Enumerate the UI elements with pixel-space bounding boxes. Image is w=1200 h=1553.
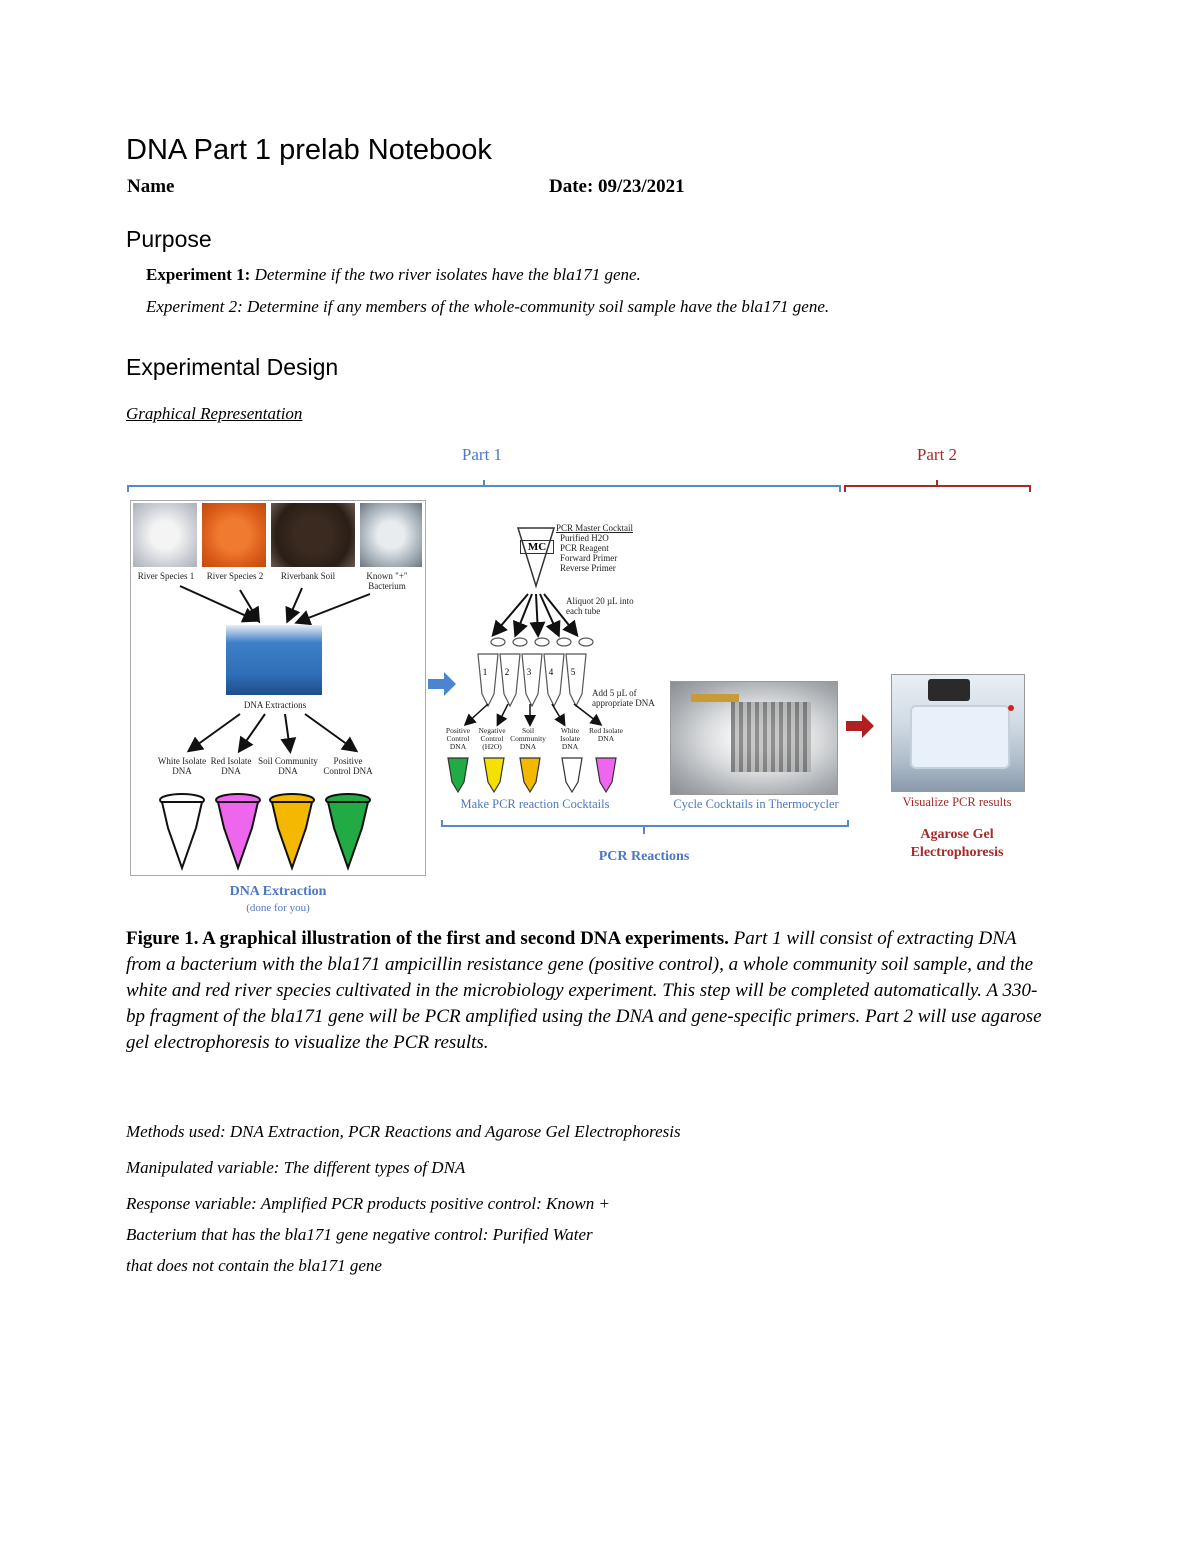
manipulated-variable: Manipulated variable: The different types of DNA [126,1158,466,1177]
extraction-tubes [150,790,390,872]
extraction-kit-image [226,625,322,695]
source-label-2: River Species 2 [206,571,264,581]
response-variable-line-1: Response variable: Amplified PCR products positive control: Known + [126,1194,610,1213]
caption-label: Figure 1. A graphical illustration of the first and second DNA experiments. [126,928,729,949]
caption-text: Part 1 will consist of extracting DNA from a bacterium with the bla171 ampicillin resistance gene (positive control), a whole community soil sample, and the white and red river species cultivated in the microbiology experiment. This step will be completed automatically. A 330-bp fragment of the bla171 gene will be PCR amplified using the DNA and gene-specific primers. Part 2 will use agarose gel electrophoresis to visualize the PCR results. [126,928,1042,1053]
mc-item-1: Purified H2O [560,533,609,543]
extract-tube-label-3: Soil Community DNA [258,756,318,776]
mc-item-title: PCR Master Cocktail [556,523,633,533]
extract-tube-3 [270,794,314,868]
dna-extraction-title: DNA Extraction [229,884,327,899]
extract-tube-4 [326,794,370,868]
cycle-label: Cycle Cocktails in Thermocycler [673,797,839,811]
mc-item-4: Reverse Primer [560,563,616,573]
master-cocktail-list [556,523,633,573]
pcr-tube-label-3: Soil Community DNA [510,726,546,751]
pcr-reactions-title: PCR Reactions [598,849,690,864]
master-cocktail-tube [516,524,556,588]
extract-tube-label-1: White Isolate DNA [157,756,207,776]
red-arrow-icon [846,714,876,738]
aliquot-label: Aliquot 20 µL into each tube [566,596,634,616]
part-1-label: Part 1 [461,445,503,464]
response-variable-line-2: Bacterium that has the bla171 gene negative control: Purified Water [126,1225,593,1244]
tube-number-3: 3 [526,667,532,677]
visualize-label: Visualize PCR results [902,795,1012,809]
extract-tube-2 [216,794,260,868]
pcr-bracket [436,816,856,838]
mc-item-2: PCR Reagent [560,543,609,553]
source-label-4: Known "+" Bacterium [366,571,408,591]
source-label-1: River Species 1 [137,571,195,581]
response-variable-line-3: that does not contain the bla171 gene [126,1256,382,1275]
tube-number-2: 2 [504,667,510,677]
experiment-2: Experiment 2: Determine if any members of the whole-community soil sample have the bla171 gene. [146,297,830,316]
pcr-tube-label-5: Red Isolate DNA [589,726,623,743]
river-species-1-photo [133,503,197,567]
name-label: Name [127,176,175,197]
gel-box-photo [891,674,1025,792]
methods-used: Methods used: DNA Extraction, PCR Reactions and Agarose Gel Electrophoresis [126,1122,681,1141]
pcr-tube-label-4: White Isolate DNA [560,726,580,751]
page-title: DNA Part 1 prelab Notebook [126,134,492,166]
pcr-tube-label-2: Negative Control (H2O) [478,726,506,751]
graphical-representation-heading: Graphical Representation [126,404,303,423]
riverbank-soil-photo [271,503,355,567]
add-dna-label: Add 5 µL of appropriate DNA [592,688,655,708]
purpose-heading: Purpose [126,226,212,252]
extract-tube-label-2: Red Isolate DNA [210,756,252,776]
kit-label: DNA Extractions [243,700,307,710]
make-cocktails-label: Make PCR reaction Cocktails [460,797,610,811]
part-brackets [120,476,1040,496]
mc-item-3: Forward Primer [560,553,618,563]
experiment-1-text: Determine if the two river isolates have the bla171 gene. [254,265,641,284]
known-bacterium-photo [360,503,422,567]
extraction-arrows [130,710,424,760]
pcr-colored-tubes [446,756,626,796]
mc-label: MC [520,540,554,554]
dna-extraction-note: (done for you) [246,902,310,914]
experiment-1-label: Experiment 1: [146,265,251,284]
extract-tube-label-4: Positive Control DNA [323,756,373,776]
pcr-tube-label-1: Positive Control DNA [445,726,471,751]
tube-number-4: 4 [548,667,554,677]
river-species-2-photo [202,503,266,567]
tube-number-5: 5 [570,667,576,677]
tube-number-1: 1 [482,667,488,677]
part-2-label: Part 2 [916,445,958,464]
date-label: Date: 09/23/2021 [549,176,685,197]
source-label-3: Riverbank Soil [280,571,336,581]
agarose-gel-title: Agarose Gel Electrophoresis [910,827,1004,860]
extract-tube-1 [160,794,204,868]
thermocycler-photo [670,681,838,795]
aliquot-arrows [480,590,590,640]
design-heading: Experimental Design [126,354,339,380]
figure-caption [126,926,1056,1056]
blue-arrow-icon [428,672,458,696]
